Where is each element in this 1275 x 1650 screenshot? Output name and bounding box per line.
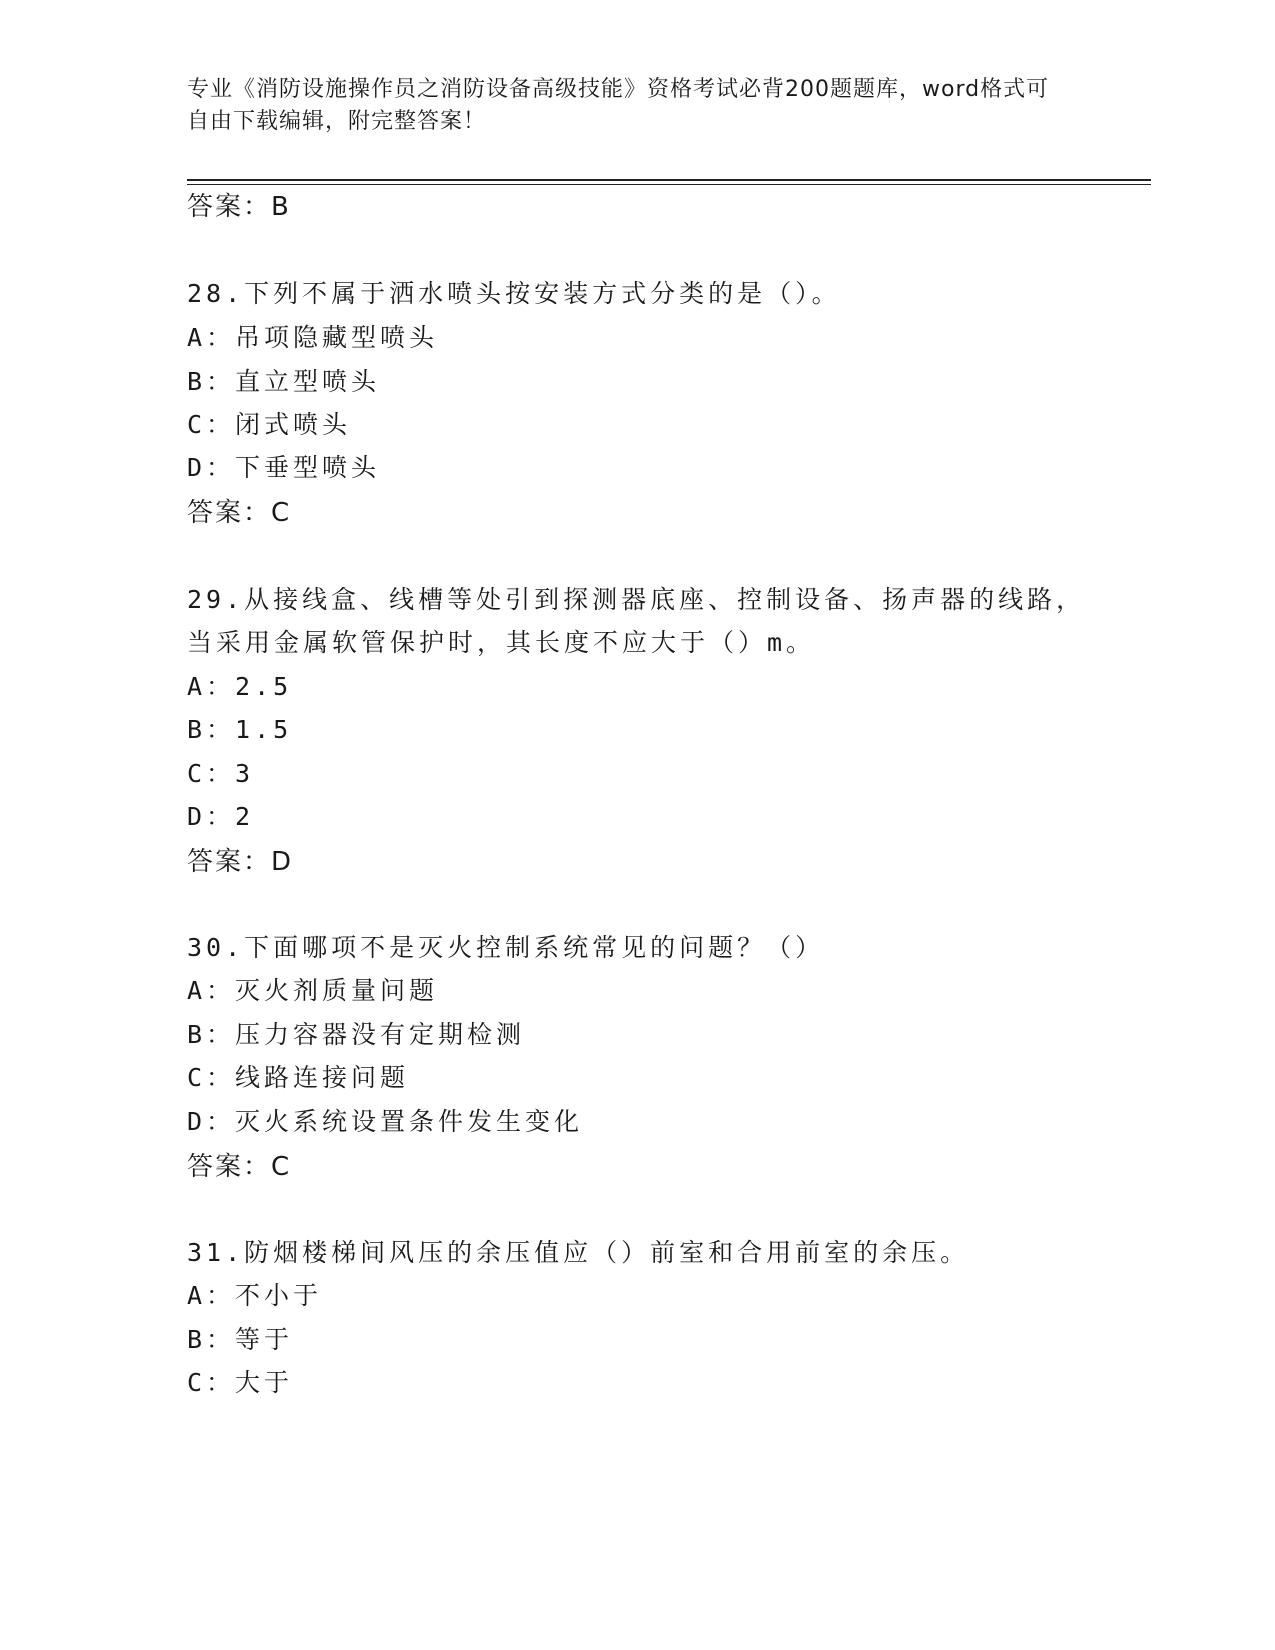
question-29-line-2: 当采用金属软管保护时，其长度不应大于（）m。 [187, 628, 816, 657]
question-28-answer: 答案：C [187, 498, 292, 528]
question-29-option-d: D：2 [187, 802, 255, 831]
question-30-answer: 答案：C [187, 1152, 292, 1182]
question-29-answer: 答案：D [187, 847, 294, 877]
question-28-option-a: A：吊项隐藏型喷头 [187, 323, 439, 352]
question-28: 28.下列不属于洒水喷头按安装方式分类的是（）。 [187, 279, 841, 308]
question-28-option-c: C：闭式喷头 [187, 410, 352, 439]
question-30-option-b: B：压力容器没有定期检测 [187, 1020, 526, 1049]
question-31-option-a: A：不小于 [187, 1281, 323, 1310]
header-rule-thin [187, 184, 1151, 185]
question-29-option-c: C：3 [187, 759, 255, 788]
question-30-option-a: A：灭火剂质量问题 [187, 976, 439, 1005]
question-31-option-b: B：等于 [187, 1325, 294, 1354]
question-31: 31.防烟楼梯间风压的余压值应（）前室和合用前室的余压。 [187, 1238, 970, 1267]
question-31-option-c: C：大于 [187, 1368, 294, 1397]
header-rule-thick [187, 179, 1151, 181]
question-29-line-1: 29.从接线盒、线槽等处引到探测器底座、控制设备、扬声器的线路， [187, 585, 1086, 614]
question-29-option-b: B：1.5 [187, 715, 293, 744]
question-30: 30.下面哪项不是灭火控制系统常见的问题？（） [187, 933, 825, 962]
question-28-option-b: B：直立型喷头 [187, 367, 381, 396]
question-30-option-c: C：线路连接问题 [187, 1063, 410, 1092]
question-30-option-d: D：灭火系统设置条件发生变化 [187, 1107, 584, 1136]
question-28-option-d: D：下垂型喷头 [187, 453, 381, 482]
document-header: 专业《消防设施操作员之消防设备高级技能》资格考试必背200题题库，word格式可自由下载编辑，附完整答案！ [187, 77, 1050, 134]
previous-answer: 答案：B [187, 192, 291, 222]
question-29-option-a: A：2.5 [187, 672, 293, 701]
